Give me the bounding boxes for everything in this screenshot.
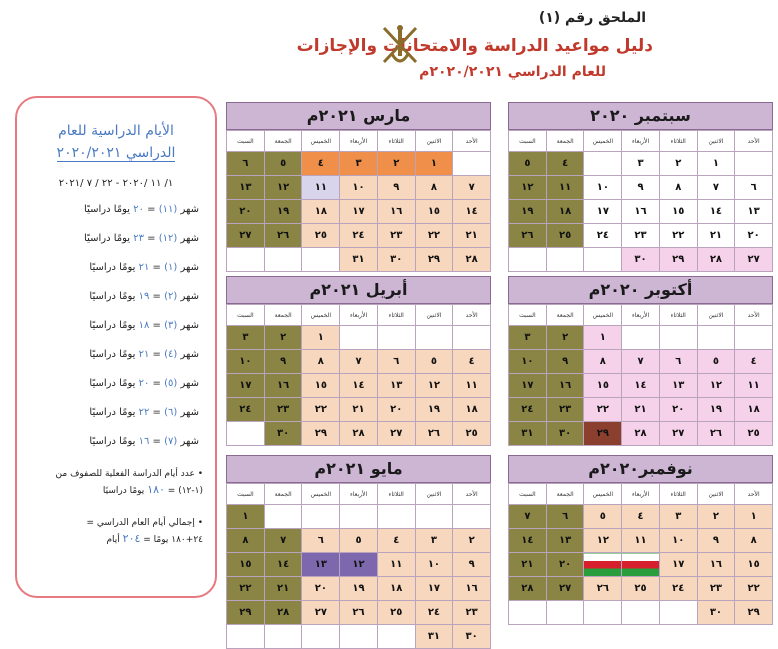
calendar-grid [226, 130, 491, 272]
day-cell [264, 248, 302, 272]
calendar-title: أكتوبر ٢٠٢٠م [508, 276, 773, 304]
day-cell: ٢٩ [415, 248, 453, 272]
day-cell: ١٧ [659, 553, 697, 577]
weekday-header: الخميس [584, 484, 622, 505]
month-days-item: شهر (٣) = ١٨ يومًا دراسيًا [89, 320, 199, 331]
day-cell: ٥ [584, 505, 622, 529]
day-cell: ١٢ [584, 529, 622, 553]
day-cell: ٢٤ [659, 577, 697, 601]
day-cell [509, 601, 547, 625]
month-days-item: شهر (١٢) = ٢٣ يومًا دراسيًا [84, 233, 199, 244]
school-date-range: ١/ ١١ /٢٠٢٠ - ٢٢ / ٧ /٢٠٢١ [58, 178, 174, 189]
day-cell: ١٤ [453, 200, 491, 224]
day-cell: ٩ [697, 529, 735, 553]
month-days-item: شهر (٢) = ١٩ يومًا دراسيًا [89, 291, 199, 302]
weekday-header: الأحد [735, 484, 773, 505]
day-cell: ٢٨ [622, 422, 660, 446]
day-cell: ٢٨ [453, 248, 491, 272]
school-days-panel [15, 96, 217, 598]
day-cell: ١٥ [735, 553, 773, 577]
weekday-header: الأحد [453, 484, 491, 505]
day-cell: ٢٢ [227, 577, 265, 601]
weekday-header: الأحد [453, 131, 491, 152]
day-cell: ٢٥ [453, 422, 491, 446]
day-cell: ١٣ [735, 200, 773, 224]
day-cell: ١١ [546, 176, 584, 200]
weekday-header: الاثنين [415, 305, 453, 326]
weekday-header: الاثنين [415, 484, 453, 505]
month-days-item: شهر (٥) = ٢٠ يومًا دراسيًا [89, 378, 199, 389]
day-cell: ٣ [340, 152, 378, 176]
day-cell: ٢٩ [735, 601, 773, 625]
weekday-header: الخميس [302, 484, 340, 505]
day-cell: ١٣ [302, 553, 340, 577]
day-cell: ٣ [509, 326, 547, 350]
weekday-header: الأربعاء [622, 305, 660, 326]
weekday-header: الاثنين [697, 484, 735, 505]
day-cell: ١ [302, 326, 340, 350]
day-cell: ٢٤ [340, 224, 378, 248]
day-cell: ١٣ [227, 176, 265, 200]
day-cell: ٣٠ [377, 248, 415, 272]
day-cell [584, 601, 622, 625]
day-cell: ٢ [453, 529, 491, 553]
day-cell: ١٩ [264, 200, 302, 224]
day-cell: ٨ [735, 529, 773, 553]
day-cell: ٢٣ [453, 601, 491, 625]
calendar-grid [508, 304, 773, 446]
day-cell: ١٦ [377, 200, 415, 224]
day-cell: ١٣ [377, 374, 415, 398]
day-cell: ٢١ [697, 224, 735, 248]
day-cell: ٣٠ [697, 601, 735, 625]
day-cell: ٧ [697, 176, 735, 200]
month-days-list [17, 204, 215, 450]
day-cell: ٢٦ [264, 224, 302, 248]
day-cell: ١٩ [697, 398, 735, 422]
calendar-title: نوفمبر٢٠٢٠م [508, 455, 773, 483]
day-cell: ٢ [377, 152, 415, 176]
day-cell: ٧ [509, 505, 547, 529]
day-cell: ١٨ [453, 398, 491, 422]
day-cell [622, 601, 660, 625]
calendar-title: مارس ٢٠٢١م [226, 102, 491, 130]
day-cell [509, 248, 547, 272]
weekday-header: الأربعاء [622, 484, 660, 505]
weekday-header: الخميس [302, 305, 340, 326]
day-cell: ١٠ [584, 176, 622, 200]
day-cell: ١ [227, 505, 265, 529]
day-cell: ٢٠ [659, 398, 697, 422]
day-cell: ١٠ [415, 553, 453, 577]
month-days-item: شهر (٤) = ٢١ يومًا دراسيًا [89, 349, 199, 360]
day-cell: ٢٠ [546, 553, 584, 577]
day-cell: ٣١ [415, 625, 453, 649]
day-cell: ٦ [377, 350, 415, 374]
weekday-header: الثلاثاء [659, 305, 697, 326]
day-cell: ٢٦ [340, 601, 378, 625]
day-cell: ٤ [546, 152, 584, 176]
day-cell [377, 505, 415, 529]
day-cell [622, 326, 660, 350]
day-cell [453, 152, 491, 176]
day-cell: ٤ [735, 350, 773, 374]
day-cell: ٢٩ [302, 422, 340, 446]
day-cell [735, 152, 773, 176]
weekday-header: الأربعاء [622, 131, 660, 152]
day-cell [377, 625, 415, 649]
day-cell: ٢٧ [735, 248, 773, 272]
day-cell: ٤ [453, 350, 491, 374]
day-cell [584, 553, 622, 577]
weekday-header: الخميس [584, 305, 622, 326]
year-title: للعام الدراسي ٢٠٢٠/٢٠٢١م [419, 64, 606, 80]
day-cell: ٢ [546, 326, 584, 350]
weekday-header: الخميس [584, 131, 622, 152]
day-cell: ٩ [264, 350, 302, 374]
day-cell: ٢٢ [659, 224, 697, 248]
day-cell: ٣ [659, 505, 697, 529]
day-cell [377, 326, 415, 350]
weekday-header: الأحد [453, 305, 491, 326]
weekday-header: السبت [509, 305, 547, 326]
day-cell: ١٦ [546, 374, 584, 398]
weekday-header: الجمعة [264, 131, 302, 152]
day-cell: ٢٠ [227, 200, 265, 224]
total-days-note: • إجمالي أيام العام الدراسي = ٢٤+١٨٠ يومًا = ٢٠٤ أيام [86, 518, 203, 545]
day-cell: ٢٥ [735, 422, 773, 446]
day-cell: ٢ [659, 152, 697, 176]
day-cell: ٤ [302, 152, 340, 176]
weekday-header: الأربعاء [340, 484, 378, 505]
day-cell: ٨ [302, 350, 340, 374]
day-cell [546, 248, 584, 272]
day-cell [415, 505, 453, 529]
guide-title: دليل مواعيد الدراسة والامتحانات والإجازات [296, 36, 653, 56]
weekday-header: الجمعة [264, 484, 302, 505]
day-cell: ٢٧ [377, 422, 415, 446]
calendar-title: أبريل ٢٠٢١م [226, 276, 491, 304]
calendar-november [508, 455, 773, 625]
day-cell: ١٤ [509, 529, 547, 553]
day-cell: ٢١ [340, 398, 378, 422]
day-cell [227, 422, 265, 446]
day-cell: ٦ [302, 529, 340, 553]
day-cell: ٩ [453, 553, 491, 577]
day-cell [659, 326, 697, 350]
day-cell: ١٠ [659, 529, 697, 553]
day-cell: ١٤ [622, 374, 660, 398]
day-cell: ١٨ [735, 398, 773, 422]
day-cell [584, 152, 622, 176]
month-days-item: شهر (١١) = ٢٠ يومًا دراسيًا [84, 204, 199, 215]
weekday-header: السبت [227, 305, 265, 326]
day-cell: ٣ [227, 326, 265, 350]
day-cell: ٢٣ [264, 398, 302, 422]
day-cell [735, 326, 773, 350]
day-cell: ٢١ [453, 224, 491, 248]
day-cell [340, 505, 378, 529]
day-cell: ١٧ [415, 577, 453, 601]
day-cell [584, 248, 622, 272]
day-cell: ٢٠ [377, 398, 415, 422]
day-cell [622, 553, 660, 577]
weekday-header: الجمعة [264, 305, 302, 326]
day-cell: ١٤ [264, 553, 302, 577]
day-cell: ٢٦ [509, 224, 547, 248]
calendar-october [508, 276, 773, 446]
weekday-header: الاثنين [697, 305, 735, 326]
calendar-september [508, 102, 773, 272]
calendar-title: سبتمبر ٢٠٢٠ [508, 102, 773, 130]
day-cell: ٢٦ [584, 577, 622, 601]
day-cell: ٥ [340, 529, 378, 553]
calendar-grid [226, 304, 491, 446]
day-cell: ١٦ [622, 200, 660, 224]
weekday-header: السبت [509, 484, 547, 505]
day-cell: ٣١ [340, 248, 378, 272]
day-cell: ٣٠ [546, 422, 584, 446]
day-cell: ١٦ [697, 553, 735, 577]
day-cell [340, 326, 378, 350]
day-cell: ٢٤ [509, 398, 547, 422]
day-cell: ٢٥ [622, 577, 660, 601]
day-cell: ٢٥ [302, 224, 340, 248]
calendar-grid [508, 483, 773, 625]
appendix-title: الملحق رقم (١) [538, 10, 646, 26]
day-cell: ١ [735, 505, 773, 529]
day-cell: ١٥ [584, 374, 622, 398]
day-cell: ٢٦ [697, 422, 735, 446]
day-cell: ٢٤ [584, 224, 622, 248]
weekday-header: الثلاثاء [377, 305, 415, 326]
day-cell [415, 326, 453, 350]
day-cell: ٨ [659, 176, 697, 200]
day-cell: ٢٠ [735, 224, 773, 248]
calendar-may [226, 455, 491, 649]
day-cell: ٢٣ [697, 577, 735, 601]
weekday-header: الأربعاء [340, 305, 378, 326]
day-cell: ٢٨ [697, 248, 735, 272]
day-cell [264, 505, 302, 529]
day-cell: ١٦ [453, 577, 491, 601]
actual-days-note: • عدد أيام الدراسة الفعلية للصفوف من (١-١٢) = ١٨٠ يومًا دراسيًا [55, 469, 203, 496]
day-cell: ١٠ [227, 350, 265, 374]
day-cell [697, 326, 735, 350]
day-cell: ١٣ [546, 529, 584, 553]
day-cell: ٢٥ [546, 224, 584, 248]
day-cell: ٨ [584, 350, 622, 374]
day-cell: ١٧ [509, 374, 547, 398]
day-cell: ١٤ [697, 200, 735, 224]
day-cell: ١٥ [415, 200, 453, 224]
day-cell: ١٥ [302, 374, 340, 398]
day-cell: ٤ [377, 529, 415, 553]
day-cell: ٤ [622, 505, 660, 529]
day-cell: ٢ [264, 326, 302, 350]
day-cell: ١٠ [340, 176, 378, 200]
weekday-header: السبت [227, 484, 265, 505]
day-cell: ٦ [735, 176, 773, 200]
day-cell: ٧ [453, 176, 491, 200]
day-cell: ٥ [264, 152, 302, 176]
day-cell: ٢٤ [227, 398, 265, 422]
day-cell: ٢٩ [659, 248, 697, 272]
day-cell: ١ [415, 152, 453, 176]
day-cell: ٢٩ [227, 601, 265, 625]
day-cell [453, 326, 491, 350]
day-cell: ٢٧ [302, 601, 340, 625]
day-cell: ٢٥ [377, 601, 415, 625]
day-cell: ١٦ [264, 374, 302, 398]
day-cell: ١٨ [302, 200, 340, 224]
day-cell: ١٣ [659, 374, 697, 398]
day-cell: ٩ [546, 350, 584, 374]
panel-title: الأيام الدراسية للعام الدراسي ٢٠٢٠/٢٠٢١ [56, 123, 176, 161]
day-cell: ١ [697, 152, 735, 176]
weekday-header: الاثنين [697, 131, 735, 152]
day-cell [546, 601, 584, 625]
day-cell: ٩ [622, 176, 660, 200]
day-cell: ٢٠ [302, 577, 340, 601]
day-cell: ٢٧ [546, 577, 584, 601]
day-cell: ٨ [415, 176, 453, 200]
day-cell: ٢٤ [415, 601, 453, 625]
day-cell: ٥ [509, 152, 547, 176]
day-cell: ٢٧ [227, 224, 265, 248]
weekday-header: السبت [509, 131, 547, 152]
day-cell: ٢٨ [264, 601, 302, 625]
day-cell: ١٠ [509, 350, 547, 374]
weekday-header: الجمعة [546, 484, 584, 505]
day-cell: ٢١ [509, 553, 547, 577]
day-cell: ١٥ [227, 553, 265, 577]
day-cell: ٥ [415, 350, 453, 374]
day-cell: ١٧ [227, 374, 265, 398]
day-cell: ٩ [377, 176, 415, 200]
month-days-item: شهر (٦) = ٢٢ يومًا دراسيًا [89, 407, 199, 418]
day-cell [453, 505, 491, 529]
day-cell [227, 625, 265, 649]
day-cell: ١٧ [584, 200, 622, 224]
day-cell: ١١ [735, 374, 773, 398]
day-cell: ٢٦ [415, 422, 453, 446]
weekday-header: الخميس [302, 131, 340, 152]
day-cell: ٧ [622, 350, 660, 374]
day-cell: ٢٩ [584, 422, 622, 446]
weekday-header: الثلاثاء [377, 484, 415, 505]
day-cell: ١٨ [546, 200, 584, 224]
day-cell [659, 601, 697, 625]
weekday-header: الثلاثاء [659, 484, 697, 505]
day-cell: ٢٢ [415, 224, 453, 248]
day-cell: ١٧ [340, 200, 378, 224]
day-cell: ٦ [546, 505, 584, 529]
calendar-march [226, 102, 491, 272]
day-cell: ٣٠ [622, 248, 660, 272]
day-cell: ٢٣ [546, 398, 584, 422]
day-cell [302, 625, 340, 649]
day-cell: ٢ [697, 505, 735, 529]
day-cell: ١٥ [659, 200, 697, 224]
weekday-header: الجمعة [546, 305, 584, 326]
day-cell: ١٢ [415, 374, 453, 398]
day-cell: ٢٢ [735, 577, 773, 601]
day-cell: ١ [584, 326, 622, 350]
day-cell [302, 505, 340, 529]
weekday-header: الاثنين [415, 131, 453, 152]
day-cell: ١٤ [340, 374, 378, 398]
day-cell [340, 625, 378, 649]
day-cell: ١١ [453, 374, 491, 398]
day-cell: ١٩ [340, 577, 378, 601]
day-cell: ٣ [415, 529, 453, 553]
day-cell: ٢٨ [340, 422, 378, 446]
day-cell: ٥ [697, 350, 735, 374]
weekday-header: الأربعاء [340, 131, 378, 152]
day-cell: ١١ [302, 176, 340, 200]
day-cell [227, 248, 265, 272]
day-cell: ١٩ [415, 398, 453, 422]
day-cell: ٨ [227, 529, 265, 553]
weekday-header: السبت [227, 131, 265, 152]
day-cell: ١١ [622, 529, 660, 553]
day-cell: ٣ [622, 152, 660, 176]
day-cell [264, 625, 302, 649]
month-days-item: شهر (١) = ٢١ يومًا دراسيًا [89, 262, 199, 273]
national-emblem-icon [378, 22, 422, 70]
day-cell: ١٨ [377, 577, 415, 601]
calendar-title: مايو ٢٠٢١م [226, 455, 491, 483]
day-cell: ٢٨ [509, 577, 547, 601]
day-cell: ١١ [377, 553, 415, 577]
day-cell: ٧ [264, 529, 302, 553]
page-header [0, 0, 778, 90]
day-cell: ١٢ [697, 374, 735, 398]
weekday-header: الجمعة [546, 131, 584, 152]
day-cell: ٣١ [509, 422, 547, 446]
day-cell: ٢٣ [622, 224, 660, 248]
calendar-april [226, 276, 491, 446]
weekday-header: الثلاثاء [377, 131, 415, 152]
day-cell: ٢٢ [584, 398, 622, 422]
day-cell: ٣٠ [453, 625, 491, 649]
weekday-header: الثلاثاء [659, 131, 697, 152]
day-cell: ١٢ [509, 176, 547, 200]
weekday-header: الأحد [735, 305, 773, 326]
day-cell: ١٩ [509, 200, 547, 224]
day-cell: ٧ [340, 350, 378, 374]
day-cell [302, 248, 340, 272]
day-cell: ٦ [227, 152, 265, 176]
calendar-grid [508, 130, 773, 272]
calendar-grid [226, 483, 491, 649]
month-days-item: شهر (٧) = ١٦ يومًا دراسيًا [89, 436, 199, 447]
day-cell: ١٢ [264, 176, 302, 200]
day-cell: ٢١ [622, 398, 660, 422]
day-cell: ١٢ [340, 553, 378, 577]
day-cell: ٣٠ [264, 422, 302, 446]
day-cell: ٢٢ [302, 398, 340, 422]
day-cell: ٢٧ [659, 422, 697, 446]
day-cell: ٢٣ [377, 224, 415, 248]
weekday-header: الأحد [735, 131, 773, 152]
day-cell: ٢١ [264, 577, 302, 601]
day-cell: ٦ [659, 350, 697, 374]
